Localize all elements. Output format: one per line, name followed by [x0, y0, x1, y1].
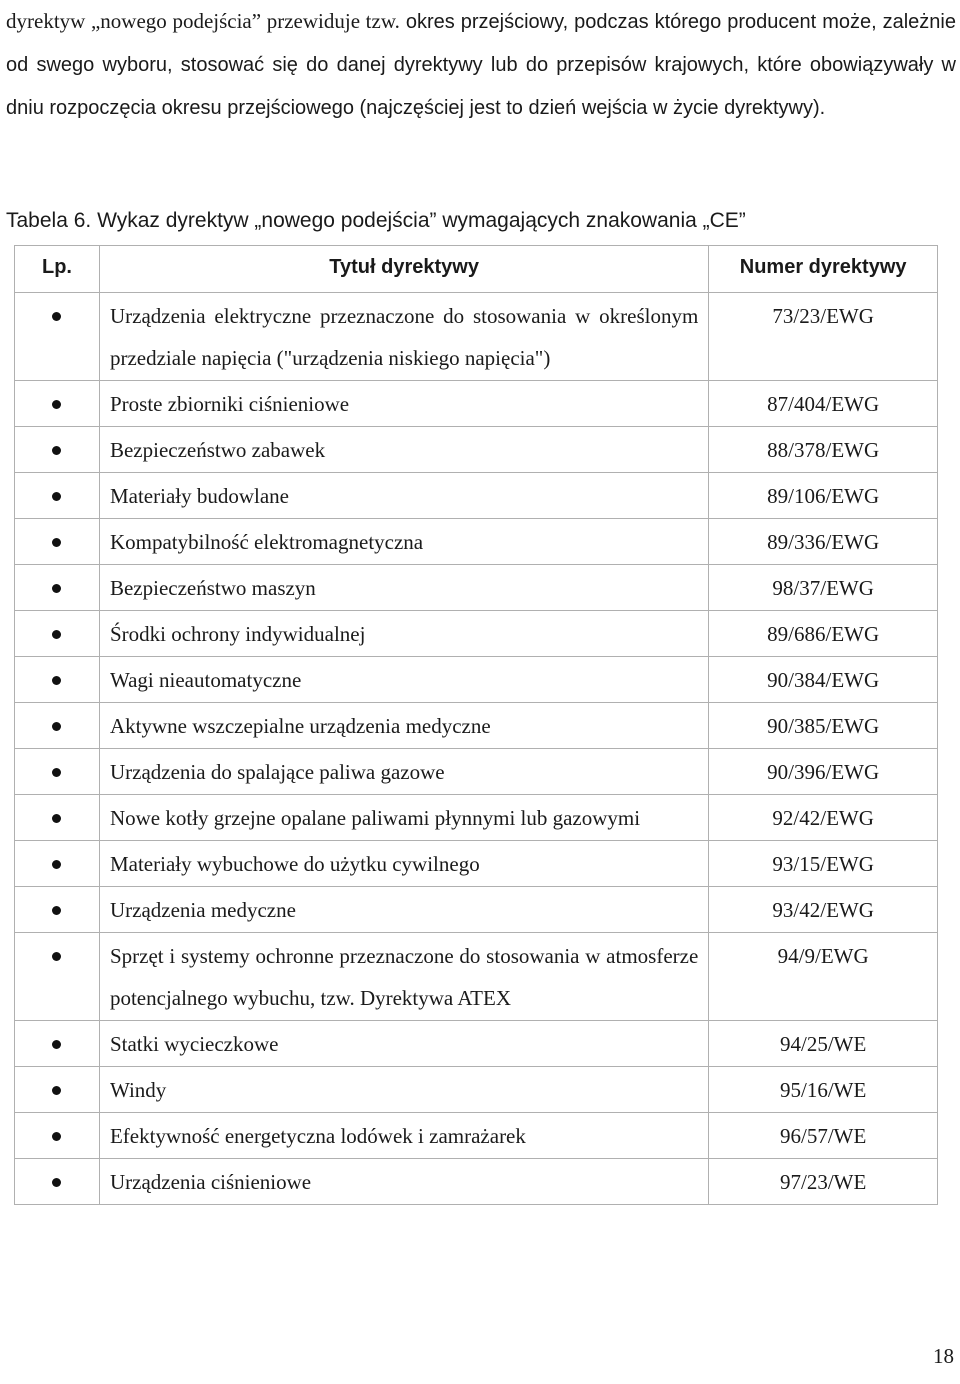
table-row: [15, 1021, 938, 1067]
table-row: [15, 519, 938, 565]
directive-number: 98/37/EWG: [709, 565, 938, 611]
directive-title: Nowe kotły grzejne opalane paliwami płynnymi lub gazowymi: [99, 795, 708, 841]
bullet-icon: [52, 860, 61, 869]
table-row: [15, 657, 938, 703]
directive-number: 94/9/EWG: [709, 933, 938, 1021]
directive-title: Urządzenia do spalające paliwa gazowe: [99, 749, 708, 795]
directive-number: 94/25/WE: [709, 1021, 938, 1067]
directive-title: Efektywność energetyczna lodówek i zamrażarek: [99, 1113, 708, 1159]
row-bullet-cell: [15, 887, 100, 933]
table-row: [15, 1113, 938, 1159]
directive-number: 90/385/EWG: [709, 703, 938, 749]
intro-text-part2: okres przejściowy, podczas którego producent może, zależnie od swego wyboru, stosować się do danej dyrektywy lub do przepisów krajowych, które obowiązywały w dniu rozpoczęcia okresu przejściowego (najczęściej jest to dzień wejścia w życie dyrektywy).: [6, 11, 956, 119]
table-row: [15, 473, 938, 519]
row-bullet-cell: [15, 565, 100, 611]
intro-paragraph: [6, 0, 956, 129]
table-row: [15, 381, 938, 427]
row-bullet-cell: [15, 381, 100, 427]
row-bullet-cell: [15, 473, 100, 519]
directive-number: 93/42/EWG: [709, 887, 938, 933]
directive-number: 87/404/EWG: [709, 381, 938, 427]
table-row: [15, 933, 938, 1021]
row-bullet-cell: [15, 519, 100, 565]
directive-title: Wagi nieautomatyczne: [99, 657, 708, 703]
row-bullet-cell: [15, 1159, 100, 1205]
bullet-icon: [52, 952, 61, 961]
directive-number: 88/378/EWG: [709, 427, 938, 473]
directive-title: Windy: [99, 1067, 708, 1113]
row-bullet-cell: [15, 703, 100, 749]
bullet-icon: [52, 400, 61, 409]
row-bullet-cell: [15, 1113, 100, 1159]
directive-title: Aktywne wszczepialne urządzenia medyczne: [99, 703, 708, 749]
directive-number: 95/16/WE: [709, 1067, 938, 1113]
directive-number: 96/57/WE: [709, 1113, 938, 1159]
table-row: [15, 749, 938, 795]
table-row: [15, 1159, 938, 1205]
bullet-icon: [52, 1132, 61, 1141]
table-header-row: [15, 246, 938, 293]
directive-title: Bezpieczeństwo maszyn: [99, 565, 708, 611]
bullet-icon: [52, 814, 61, 823]
directive-number: 92/42/EWG: [709, 795, 938, 841]
bullet-icon: [52, 722, 61, 731]
directive-title: Statki wycieczkowe: [99, 1021, 708, 1067]
row-bullet-cell: [15, 1021, 100, 1067]
row-bullet-cell: [15, 795, 100, 841]
table-row: [15, 293, 938, 381]
directive-title: Materiały budowlane: [99, 473, 708, 519]
directive-title: Urządzenia medyczne: [99, 887, 708, 933]
table-row: [15, 565, 938, 611]
directive-number: 97/23/WE: [709, 1159, 938, 1205]
bullet-icon: [52, 630, 61, 639]
bullet-icon: [52, 1178, 61, 1187]
row-bullet-cell: [15, 841, 100, 887]
row-bullet-cell: [15, 611, 100, 657]
row-bullet-cell: [15, 933, 100, 1021]
table-caption: Tabela 6. Wykaz dyrektyw „nowego podejścia” wymagających znakowania „CE”: [6, 209, 746, 232]
directive-number: 89/106/EWG: [709, 473, 938, 519]
row-bullet-cell: [15, 293, 100, 381]
table-row: [15, 611, 938, 657]
table-row: [15, 887, 938, 933]
directives-table: [14, 245, 938, 1205]
table-row: [15, 841, 938, 887]
row-bullet-cell: [15, 1067, 100, 1113]
table-row: [15, 427, 938, 473]
header-title: Tytuł dyrektywy: [99, 246, 708, 293]
directive-title: Materiały wybuchowe do użytku cywilnego: [99, 841, 708, 887]
page-number: 18: [933, 1344, 954, 1368]
bullet-icon: [52, 492, 61, 501]
row-bullet-cell: [15, 657, 100, 703]
header-lp: Lp.: [15, 246, 100, 293]
directive-title: Bezpieczeństwo zabawek: [99, 427, 708, 473]
row-bullet-cell: [15, 749, 100, 795]
directive-title: Środki ochrony indywidualnej: [99, 611, 708, 657]
directive-number: 73/23/EWG: [709, 293, 938, 381]
table-row: [15, 1067, 938, 1113]
header-number: Numer dyrektywy: [709, 246, 938, 293]
directive-number: 89/686/EWG: [709, 611, 938, 657]
directive-title: Sprzęt i systemy ochronne przeznaczone do stosowania w atmosferze potencjalnego wybuchu, tzw. Dyrektywa ATEX: [99, 933, 708, 1021]
bullet-icon: [52, 312, 61, 321]
directive-number: 90/384/EWG: [709, 657, 938, 703]
directive-number: 90/396/EWG: [709, 749, 938, 795]
directive-title: Urządzenia elektryczne przeznaczone do stosowania w określonym przedziale napięcia ("urządzenia niskiego napięcia"): [99, 293, 708, 381]
directive-title: Urządzenia ciśnieniowe: [99, 1159, 708, 1205]
row-bullet-cell: [15, 427, 100, 473]
intro-text-part1: dyrektyw „nowego podejścia” przewiduje tzw.: [6, 9, 400, 33]
directive-title: Kompatybilność elektromagnetyczna: [99, 519, 708, 565]
bullet-icon: [52, 584, 61, 593]
table-row: [15, 795, 938, 841]
table-row: [15, 703, 938, 749]
directive-number: 89/336/EWG: [709, 519, 938, 565]
directive-number: 93/15/EWG: [709, 841, 938, 887]
bullet-icon: [52, 1040, 61, 1049]
bullet-icon: [52, 446, 61, 455]
bullet-icon: [52, 768, 61, 777]
table-body: [15, 293, 938, 1205]
bullet-icon: [52, 676, 61, 685]
bullet-icon: [52, 906, 61, 915]
bullet-icon: [52, 1086, 61, 1095]
directive-title: Proste zbiorniki ciśnieniowe: [99, 381, 708, 427]
bullet-icon: [52, 538, 61, 547]
